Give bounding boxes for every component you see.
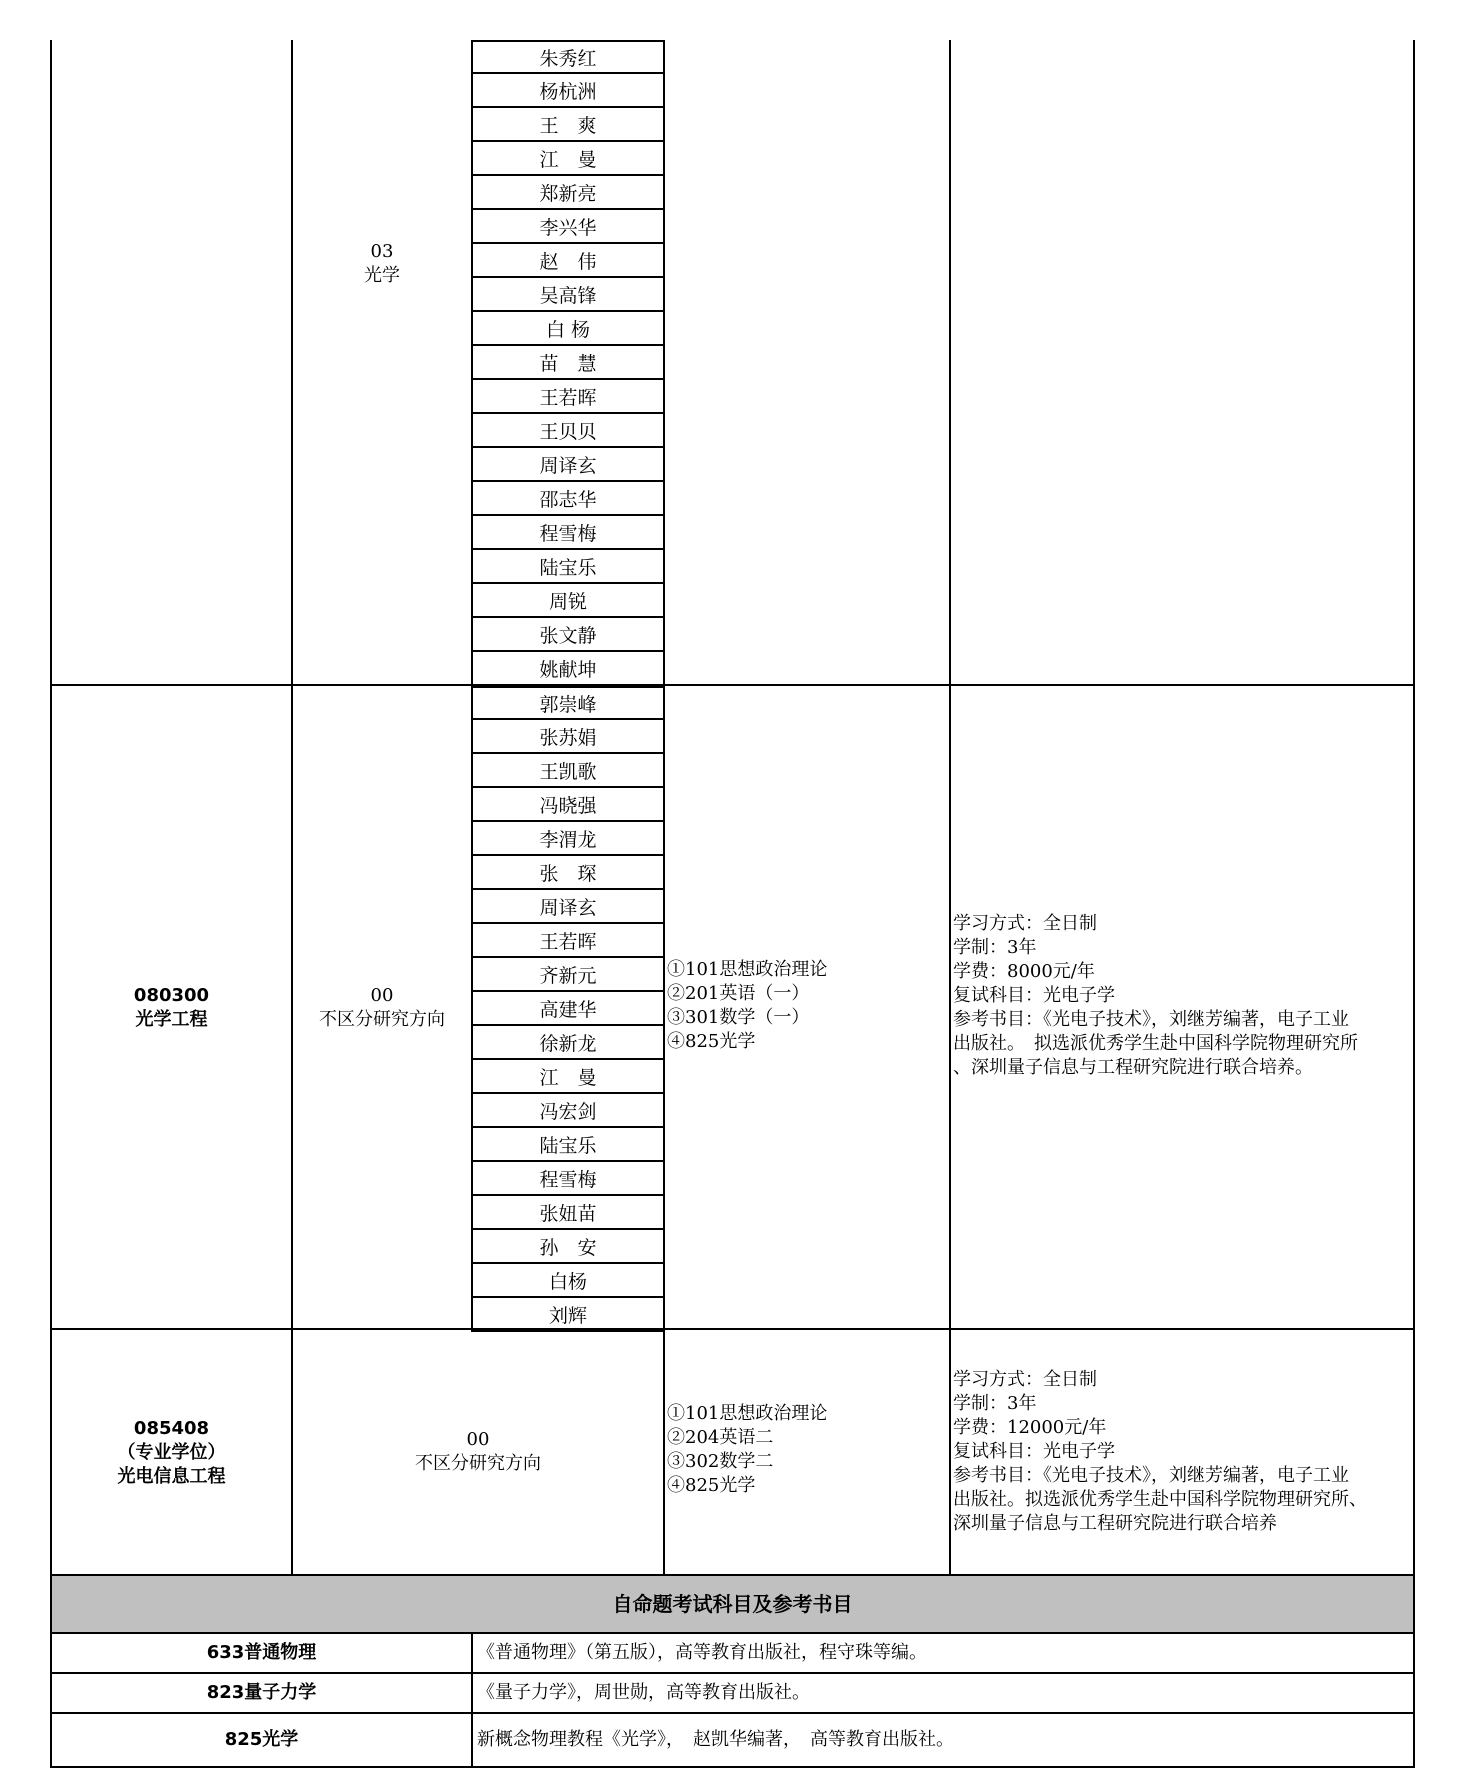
notes-085408 <box>953 1368 1411 1536</box>
teacher-name: 王若晖 <box>471 380 665 414</box>
major-cell-080300 <box>52 984 291 1032</box>
teacher-name: 高建华 <box>471 992 665 1026</box>
direction-name: 不区分研究方向 <box>319 1009 445 1030</box>
major-name: 光电信息工程 <box>117 1466 226 1487</box>
note-line: 学费：12000元/年 <box>953 1417 1107 1438</box>
teacher-name: 冯晓强 <box>471 788 665 822</box>
exam-item: ②201英语（一） <box>667 983 810 1004</box>
teacher-name: 郭崇峰 <box>471 686 665 720</box>
exam-item: ②204英语二 <box>667 1427 774 1448</box>
grid-line <box>1413 40 1415 1768</box>
teacher-name: 赵 伟 <box>471 244 665 278</box>
grid-line <box>50 40 52 1768</box>
note-line: 复试科目：光电子学 <box>953 985 1115 1006</box>
note-line: 出版社。拟选派优秀学生赴中国科学院物理研究所、 <box>953 1489 1367 1510</box>
major-type: （专业学位） <box>117 1442 226 1463</box>
teacher-name: 张苏娟 <box>471 720 665 754</box>
teacher-name: 张文静 <box>471 618 665 652</box>
row-divider <box>50 684 1415 686</box>
self-exam-header <box>52 1576 1413 1632</box>
teacher-name: 王凯歌 <box>471 754 665 788</box>
grid-line <box>949 40 951 1574</box>
note-line: 学费：8000元/年 <box>953 961 1095 982</box>
direction-code: 00 <box>466 1429 490 1450</box>
teacher-name: 周锐 <box>471 584 665 618</box>
self-exam-subject: 823量子力学 <box>206 1682 317 1703</box>
teacher-name: 陆宝乐 <box>471 550 665 584</box>
direction-cell-00 <box>293 1428 663 1476</box>
teacher-name: 杨杭洲 <box>471 74 665 108</box>
row-divider <box>50 1328 1415 1330</box>
teacher-name: 程雪梅 <box>471 1162 665 1196</box>
note-line: 学制：3年 <box>953 1393 1037 1414</box>
note-line: 参考书目：《光电子技术》，刘继芳编著，电子工业 <box>953 1465 1349 1486</box>
note-line: 深圳量子信息与工程研究院进行联合培养 <box>953 1513 1277 1534</box>
exam-item: ①101思想政治理论 <box>667 959 828 980</box>
note-line: 出版社。 拟选派优秀学生赴中国科学院物理研究所 <box>953 1033 1358 1054</box>
teacher-name: 王若晖 <box>471 924 665 958</box>
teacher-name: 郑新亮 <box>471 176 665 210</box>
exam-item: ①101思想政治理论 <box>667 1403 828 1424</box>
self-exam-subject: 633普通物理 <box>206 1642 317 1663</box>
teacher-name: 李兴华 <box>471 210 665 244</box>
self-exam-book: 《量子力学》，周世勋，高等教育出版社。 <box>477 1682 810 1703</box>
note-line: 学制：3年 <box>953 937 1037 958</box>
self-exam-title: 自命题考试科目及参考书目 <box>612 1592 853 1616</box>
direction-cell-00 <box>293 984 471 1032</box>
teacher-name: 冯宏剑 <box>471 1094 665 1128</box>
teacher-name: 齐新元 <box>471 958 665 992</box>
note-line: 参考书目：《光电子技术》，刘继芳编著，电子工业 <box>953 1009 1349 1030</box>
teacher-name: 孙 安 <box>471 1230 665 1264</box>
teacher-name: 吴高锋 <box>471 278 665 312</box>
teacher-name: 周译玄 <box>471 448 665 482</box>
self-exam-subject: 825光学 <box>224 1729 299 1750</box>
direction-name: 不区分研究方向 <box>415 1453 541 1474</box>
major-code: 085408 <box>133 1418 210 1439</box>
major-cell-085408 <box>52 1417 291 1489</box>
teacher-name: 李渭龙 <box>471 822 665 856</box>
teacher-name: 姚献坤 <box>471 652 665 686</box>
exam-subjects-080300 <box>667 958 947 1054</box>
major-name: 光学工程 <box>135 1009 208 1030</box>
direction-cell-03 <box>293 240 471 288</box>
self-exam-book: 新概念物理教程《光学》， 赵凯华编著， 高等教育出版社。 <box>477 1729 954 1750</box>
teacher-name: 王 爽 <box>471 108 665 142</box>
note-line: 学习方式：全日制 <box>953 1369 1097 1390</box>
exam-item: ③301数学（一） <box>667 1007 810 1028</box>
row-divider <box>50 1766 1415 1768</box>
teacher-name: 苗 慧 <box>471 346 665 380</box>
note-line: 、深圳量子信息与工程研究院进行联合培养。 <box>953 1057 1313 1078</box>
exam-item: ④825光学 <box>667 1031 756 1052</box>
exam-subjects-085408 <box>667 1402 947 1498</box>
teacher-name: 王贝贝 <box>471 414 665 448</box>
exam-item: ③302数学二 <box>667 1451 774 1472</box>
note-line: 学习方式：全日制 <box>953 913 1097 934</box>
teacher-name: 白杨 <box>471 1264 665 1298</box>
teacher-name: 白 杨 <box>471 312 665 346</box>
teacher-name: 徐新龙 <box>471 1026 665 1060</box>
direction-name: 光学 <box>364 265 400 286</box>
direction-code: 03 <box>370 241 394 262</box>
grid-line <box>471 1632 473 1768</box>
teacher-name: 张妞苗 <box>471 1196 665 1230</box>
teacher-name: 刘辉 <box>471 1298 665 1332</box>
direction-code: 00 <box>370 985 394 1006</box>
teacher-name: 江 曼 <box>471 142 665 176</box>
notes-080300 <box>953 912 1411 1080</box>
major-code: 080300 <box>133 985 210 1006</box>
teacher-name: 陆宝乐 <box>471 1128 665 1162</box>
grid-line <box>663 1328 665 1574</box>
teacher-name: 邵志华 <box>471 482 665 516</box>
teacher-name: 张 琛 <box>471 856 665 890</box>
note-line: 复试科目：光电子学 <box>953 1441 1115 1462</box>
teacher-name: 朱秀红 <box>471 40 665 74</box>
teacher-name: 江 曼 <box>471 1060 665 1094</box>
exam-item: ④825光学 <box>667 1475 756 1496</box>
self-exam-book: 《普通物理》（第五版），高等教育出版社，程守珠等编。 <box>477 1642 927 1663</box>
teacher-name: 周译玄 <box>471 890 665 924</box>
teacher-name: 程雪梅 <box>471 516 665 550</box>
